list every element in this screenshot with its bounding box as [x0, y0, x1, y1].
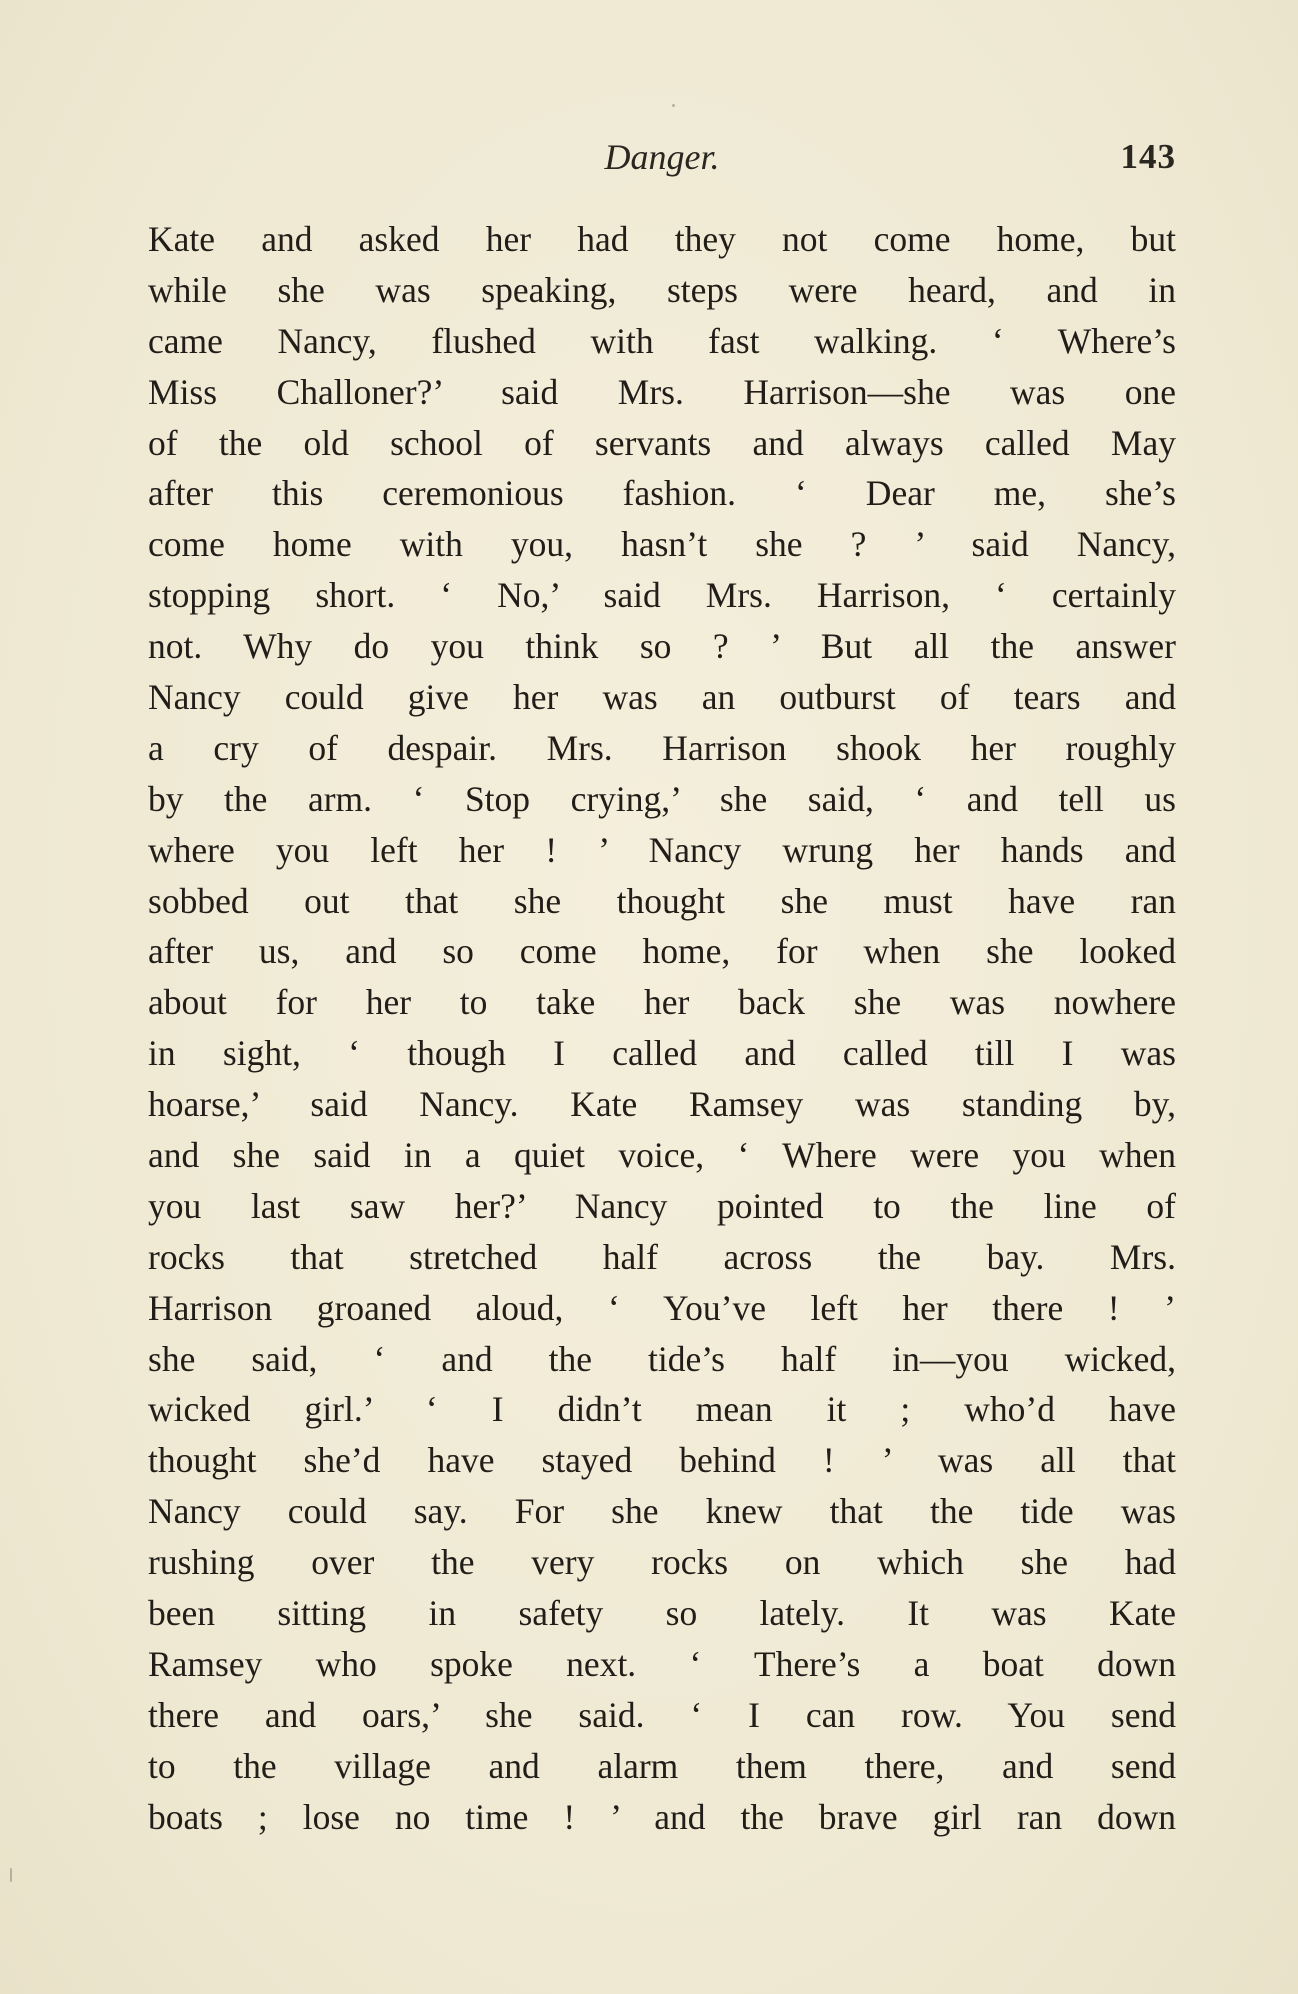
text-line: been sitting in safety so lately. It was Kate — [148, 1593, 1176, 1634]
text-line: come home with you, hasn’t she ? ’ said Nancy, — [148, 524, 1176, 565]
text-line: Nancy could say. For she knew that the tide was — [148, 1491, 1176, 1532]
text-line: rocks that stretched half across the bay. Mrs. — [148, 1236, 1176, 1277]
text-line: you last saw her?’ Nancy pointed to the line of — [148, 1185, 1176, 1226]
text-line: came Nancy, flushed with fast walking. ‘ Where’s — [148, 320, 1176, 361]
text-line: Kate and asked her had they not come home, but — [148, 219, 1176, 259]
text-line: not. Why do you think so ? ’ But all the answer — [148, 626, 1176, 667]
text-line: Harrison groaned aloud, ‘ You’ve left her there ! ’ — [148, 1287, 1176, 1328]
text-line: she said, ‘ and the tide’s half in—you wicked, — [148, 1338, 1176, 1379]
text-line: after this ceremonious fashion. ‘ Dear me, she’s — [148, 473, 1176, 514]
text-line: there and oars,’ she said. ‘ I can row. You send — [148, 1694, 1176, 1735]
text-line: in sight, ‘ though I called and called till I was — [148, 1033, 1176, 1074]
text-line: where you left her ! ’ Nancy wrung her hands and — [148, 829, 1176, 870]
paper-speck — [10, 1868, 12, 1882]
text-line: wicked girl.’ ‘ I didn’t mean it ; who’d have — [148, 1389, 1176, 1430]
text-line: of the old school of servants and always called May — [148, 422, 1176, 463]
text-line: thought she’d have stayed behind ! ’ was all that — [148, 1440, 1176, 1481]
text-line: a cry of despair. Mrs. Harrison shook her roughly — [148, 727, 1176, 768]
body-text — [148, 214, 1176, 1843]
text-line: and she said in a quiet voice, ‘ Where were you when — [148, 1135, 1176, 1176]
text-line: after us, and so come home, for when she looked — [148, 931, 1176, 972]
paper-speck — [672, 104, 675, 107]
text-line: Miss Challoner?’ said Mrs. Harrison—she was one — [148, 371, 1176, 412]
text-line: Ramsey who spoke next. ‘ There’s a boat down — [148, 1643, 1176, 1684]
text-line: about for her to take her back she was nowhere — [148, 982, 1176, 1023]
text-line: to the village and alarm them there, and send — [148, 1745, 1176, 1786]
text-line: while she was speaking, steps were heard, and in — [148, 269, 1176, 310]
chapter-title: Danger. — [604, 137, 720, 177]
running-head — [148, 132, 1176, 182]
text-line: hoarse,’ said Nancy. Kate Ramsey was standing by, — [148, 1084, 1176, 1125]
text-line: Nancy could give her was an outburst of tears and — [148, 677, 1176, 718]
text-line: stopping short. ‘ No,’ said Mrs. Harrison, ‘ certainly — [148, 575, 1176, 616]
page-number: 143 — [1120, 137, 1176, 176]
text-line: boats ; lose no time ! ’ and the brave girl ran down — [148, 1796, 1176, 1837]
text-line: rushing over the very rocks on which she had — [148, 1542, 1176, 1583]
text-line: sobbed out that she thought she must have ran — [148, 880, 1176, 921]
text-line: by the arm. ‘ Stop crying,’ she said, ‘ and tell us — [148, 778, 1176, 819]
